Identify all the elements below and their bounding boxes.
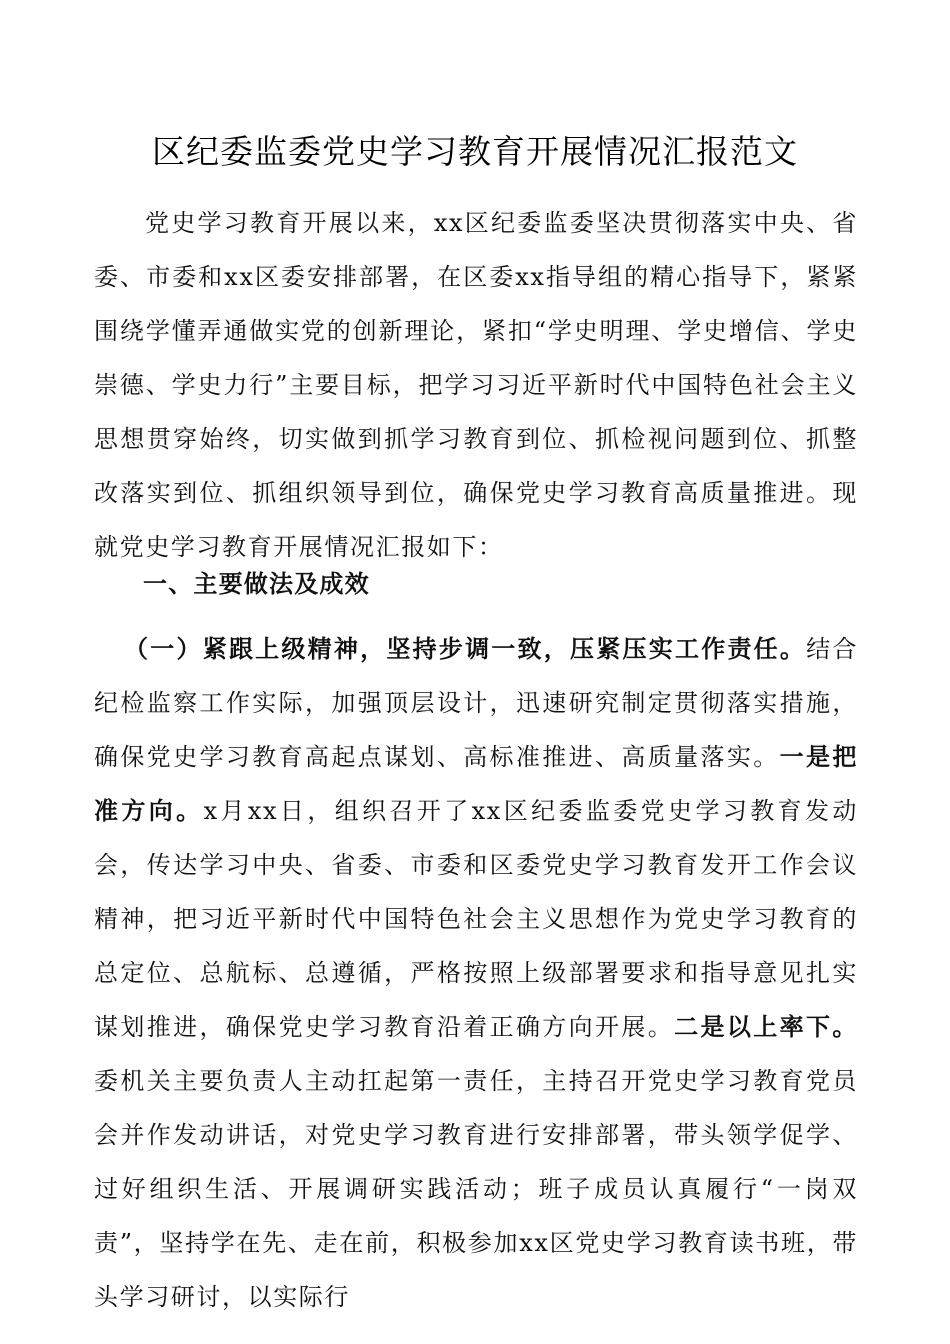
section-heading: 一、主要做法及成效 — [143, 570, 370, 598]
section-1-subheading: （一）紧跟上级精神，坚持步调一致，压紧压实工作责任。 — [124, 635, 807, 663]
intro-paragraph: 党史学习教育开展以来，xx区纪委监委坚决贯彻落实中央、省委、市委和xx区委安排部署，在区委xx指导组的精心指导下，紧紧围绕学懂弄通做实党的创新理论，紧扣“学史明理、学史增信、学史崇德、学史力行”主要目标，把学习习近平新时代中国特色社会主义思想贯穿始终，切实做到抓学习教育到位、抓检视问题到位、抓整改落实到位、抓组织领导到位，确保党史学习教育高质量推进。现就党史学习教育开展情况汇报如下： — [94, 209, 858, 561]
section-1-text-c: 委机关主要负责人主动扛起第一责任，主持召开党史学习教育党员会并作发动讲话，对党史学习教育进行安排部署，带头领学促学、过好组织生活、开展调研实践活动；班子成员认真履行“一岗双责”，坚持学在先、走在前，积极参加xx区党史学习教育读书班，带头学习研讨，以实际行 — [94, 1067, 858, 1311]
point-1-label: 一是把准方向。 — [94, 743, 858, 825]
document-title: 区纪委监委党史学习教育开展情况汇报范文 — [152, 132, 798, 171]
section-1-text-b: x月xx日，组织召开了xx区纪委监委党史学习教育发动会，传达学习中央、省委、市委和区委党史学习教育发开工作会议精神，把习近平新时代中国特色社会主义思想作为党史学习教育的总定位、总航标、总遵循，严格按照上级部署要求和指导意见扎实谋划推进，确保党史学习教育沿着正确方向开展。 — [94, 797, 858, 1041]
point-2-label: 二是以上率下。 — [674, 1013, 858, 1041]
section-1-text-a: 结合纪检监察工作实际，加强顶层设计，迅速研究制定贯彻落实措施，确保党史学习教育高起点谋划、高标准推进、高质量落实。 — [94, 635, 858, 771]
section-1-paragraph — [94, 622, 858, 1311]
